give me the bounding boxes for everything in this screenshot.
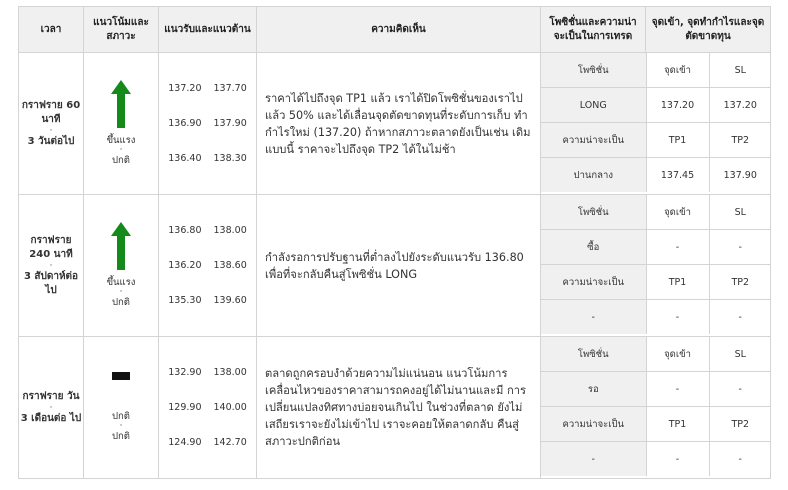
level-pair bbox=[159, 248, 256, 283]
trade-cell: - bbox=[738, 453, 742, 465]
trade-cell: จุดเข้า bbox=[646, 195, 709, 230]
comment-text: กำลังรอการปรับฐานที่ต่ำลงไปยังระดับแนวรับ 136.80 เพื่อที่จะกลับคืนสู่โพซิชั่น LONG bbox=[257, 195, 541, 337]
trend-condition: ปกติ bbox=[112, 155, 130, 166]
arrow-up-icon bbox=[111, 222, 131, 270]
level-pair bbox=[159, 425, 256, 460]
period-cell bbox=[19, 337, 84, 479]
trade-cell: ความน่าจะเป็น bbox=[541, 407, 646, 442]
trend-strength: ขึ้นแรง bbox=[106, 135, 136, 146]
resistance-level: 138.00 bbox=[213, 367, 247, 378]
trade-cell: - bbox=[646, 300, 709, 335]
header-time: เวลา bbox=[19, 7, 84, 53]
separator-dot: · bbox=[119, 145, 123, 155]
trade-cell: - bbox=[709, 230, 771, 265]
trend-strength: ขึ้นแรง bbox=[106, 277, 136, 288]
trade-cell: - bbox=[541, 442, 646, 477]
separator-dot: · bbox=[49, 402, 53, 413]
trade-cell: 137.20 bbox=[646, 88, 709, 123]
trade-cell: 137.45 bbox=[646, 158, 709, 193]
period-horizon: 3 เดือนต่อ ไป bbox=[20, 412, 82, 424]
level-pair bbox=[159, 355, 256, 390]
period-cell bbox=[19, 195, 84, 337]
trend-strength: ปกติ bbox=[112, 411, 130, 422]
comment-text: ราคาได้ไปถึงจุด TP1 แล้ว เราได้ปิดโพซิชั่นของเราไป แล้ว 50% และได้เลื่อนจุดตัดขาดทุนที่ระดับการเก็บ ทำกำไรใหม่ (137.20) ถ้าหากสภาวะตลาดยังเป็นเช่น เดิมแบบนี้ ราคาจะไปถึงจุด TP2 ได้ในไม่ช้า bbox=[257, 53, 541, 195]
trade-row bbox=[541, 230, 771, 265]
trend-cell bbox=[84, 337, 159, 479]
trade-cell: SL bbox=[709, 337, 771, 372]
separator-dot: · bbox=[49, 260, 53, 271]
trade-cell: ซื้อ bbox=[541, 230, 646, 265]
trade-cell-group bbox=[541, 337, 771, 479]
trade-cell: SL bbox=[709, 195, 771, 230]
support-level: 136.90 bbox=[168, 118, 202, 129]
support-level: 124.90 bbox=[168, 437, 202, 448]
table-row bbox=[19, 195, 771, 337]
trade-cell: TP1 bbox=[646, 265, 709, 300]
separator-dot: · bbox=[49, 125, 53, 136]
trend-condition: ปกติ bbox=[112, 297, 130, 308]
trade-cell: รอ bbox=[541, 372, 646, 407]
arrow-up-icon bbox=[111, 80, 131, 128]
trade-cell: SL bbox=[709, 53, 771, 88]
trade-cell: TP2 bbox=[709, 407, 771, 442]
trade-cell: - bbox=[646, 230, 709, 265]
support-level: 135.30 bbox=[168, 295, 202, 306]
trade-row bbox=[541, 158, 771, 193]
support-level: 136.80 bbox=[168, 225, 202, 236]
resistance-level: 138.30 bbox=[213, 153, 247, 164]
header-levels: แนวรับและแนวต้าน bbox=[159, 7, 257, 53]
trade-cell: 137.90 bbox=[723, 169, 757, 181]
trend-cell bbox=[84, 53, 159, 195]
trade-row bbox=[541, 407, 771, 442]
support-level: 136.40 bbox=[168, 153, 202, 164]
trade-cell: โพซิชั่น bbox=[541, 195, 646, 230]
trade-cell: ความน่าจะเป็น bbox=[541, 123, 646, 158]
levels-cell bbox=[159, 337, 257, 479]
separator-dot: · bbox=[119, 421, 123, 431]
trade-row bbox=[541, 53, 771, 88]
support-level: 129.90 bbox=[168, 402, 202, 413]
trade-cell: ปานกลาง bbox=[541, 158, 646, 193]
trade-cell: LONG bbox=[541, 88, 646, 123]
header-points: จุดเข้า, จุดทำกำไรและจุดตัดขาดทุน bbox=[646, 7, 771, 53]
resistance-level: 138.60 bbox=[213, 260, 247, 271]
trade-row bbox=[541, 300, 771, 335]
trade-row bbox=[541, 123, 771, 158]
resistance-level: 137.70 bbox=[213, 83, 247, 94]
trade-cell: TP2 bbox=[709, 123, 771, 158]
period-chart: กราฟราย 240 นาที bbox=[29, 234, 73, 260]
trade-cell: โพซิชั่น bbox=[541, 337, 646, 372]
level-pair bbox=[159, 390, 256, 425]
levels-cell bbox=[159, 53, 257, 195]
period-cell bbox=[19, 53, 84, 195]
trade-cell: ความน่าจะเป็น bbox=[541, 265, 646, 300]
trade-cell: - bbox=[709, 372, 771, 407]
separator-dot: · bbox=[119, 287, 123, 297]
header-row bbox=[19, 7, 771, 53]
trade-row bbox=[541, 442, 771, 477]
table-row bbox=[19, 337, 771, 479]
trend-condition: ปกติ bbox=[112, 431, 130, 442]
trade-row bbox=[541, 195, 771, 230]
level-pair bbox=[159, 283, 256, 318]
trade-grid bbox=[541, 337, 771, 476]
trade-cell: - bbox=[738, 311, 742, 323]
level-pair bbox=[159, 71, 256, 106]
resistance-level: 142.70 bbox=[213, 437, 247, 448]
trade-row bbox=[541, 88, 771, 123]
trade-row bbox=[541, 372, 771, 407]
levels-cell bbox=[159, 195, 257, 337]
trade-cell: จุดเข้า bbox=[646, 53, 709, 88]
trade-cell: - bbox=[646, 372, 709, 407]
support-level: 132.90 bbox=[168, 367, 202, 378]
trade-cell: 137.20 bbox=[709, 88, 771, 123]
trade-cell: โพซิชั่น bbox=[541, 53, 646, 88]
trade-cell: จุดเข้า bbox=[646, 337, 709, 372]
period-horizon: 3 วันต่อไป bbox=[27, 135, 75, 147]
header-comment: ความคิดเห็น bbox=[257, 7, 541, 53]
comment-text: ตลาดถูกครอบงำด้วยความไม่แน่นอน แนวโน้มการ เคลื่อนไหวของราคาสามารถคงอยู่ได้ไม่นานและมี การเปลี่ยนแปลงทิศทางบ่อยจนเกินไป ในช่วงที่ตลาด ยังไม่เสถียรเราจะยังไม่เข้าไป เราจะคอยให้ตลาดกลับ คืนสู่สภาวะปกติก่อน bbox=[257, 337, 541, 479]
header-trend: แนวโน้มและสภาวะ bbox=[84, 7, 159, 53]
flat-trend-icon bbox=[112, 372, 130, 380]
resistance-level: 138.00 bbox=[213, 225, 247, 236]
trade-grid bbox=[541, 53, 771, 192]
trade-row bbox=[541, 337, 771, 372]
header-position: โพซิชั่นและความน่าจะเป็นในการเทรด bbox=[541, 7, 646, 53]
resistance-level: 139.60 bbox=[213, 295, 247, 306]
trade-cell: TP2 bbox=[709, 265, 771, 300]
level-pair bbox=[159, 106, 256, 141]
trade-grid bbox=[541, 195, 771, 334]
trade-cell-group bbox=[541, 53, 771, 195]
table-row bbox=[19, 53, 771, 195]
resistance-level: 137.90 bbox=[213, 118, 247, 129]
trend-cell bbox=[84, 195, 159, 337]
trade-row bbox=[541, 265, 771, 300]
forecast-table bbox=[18, 6, 771, 479]
trade-cell: TP1 bbox=[646, 407, 709, 442]
trade-cell-group bbox=[541, 195, 771, 337]
trade-cell: - bbox=[541, 300, 646, 335]
period-chart: กราฟราย 60 นาที bbox=[21, 99, 81, 125]
period-chart: กราฟราย วัน bbox=[22, 390, 80, 402]
support-level: 137.20 bbox=[168, 83, 202, 94]
trade-cell: - bbox=[646, 442, 709, 477]
level-pair bbox=[159, 213, 256, 248]
trade-cell: TP1 bbox=[646, 123, 709, 158]
level-pair bbox=[159, 141, 256, 176]
period-horizon: 3 สัปดาห์ต่อไป bbox=[23, 270, 79, 296]
support-level: 136.20 bbox=[168, 260, 202, 271]
resistance-level: 140.00 bbox=[213, 402, 247, 413]
